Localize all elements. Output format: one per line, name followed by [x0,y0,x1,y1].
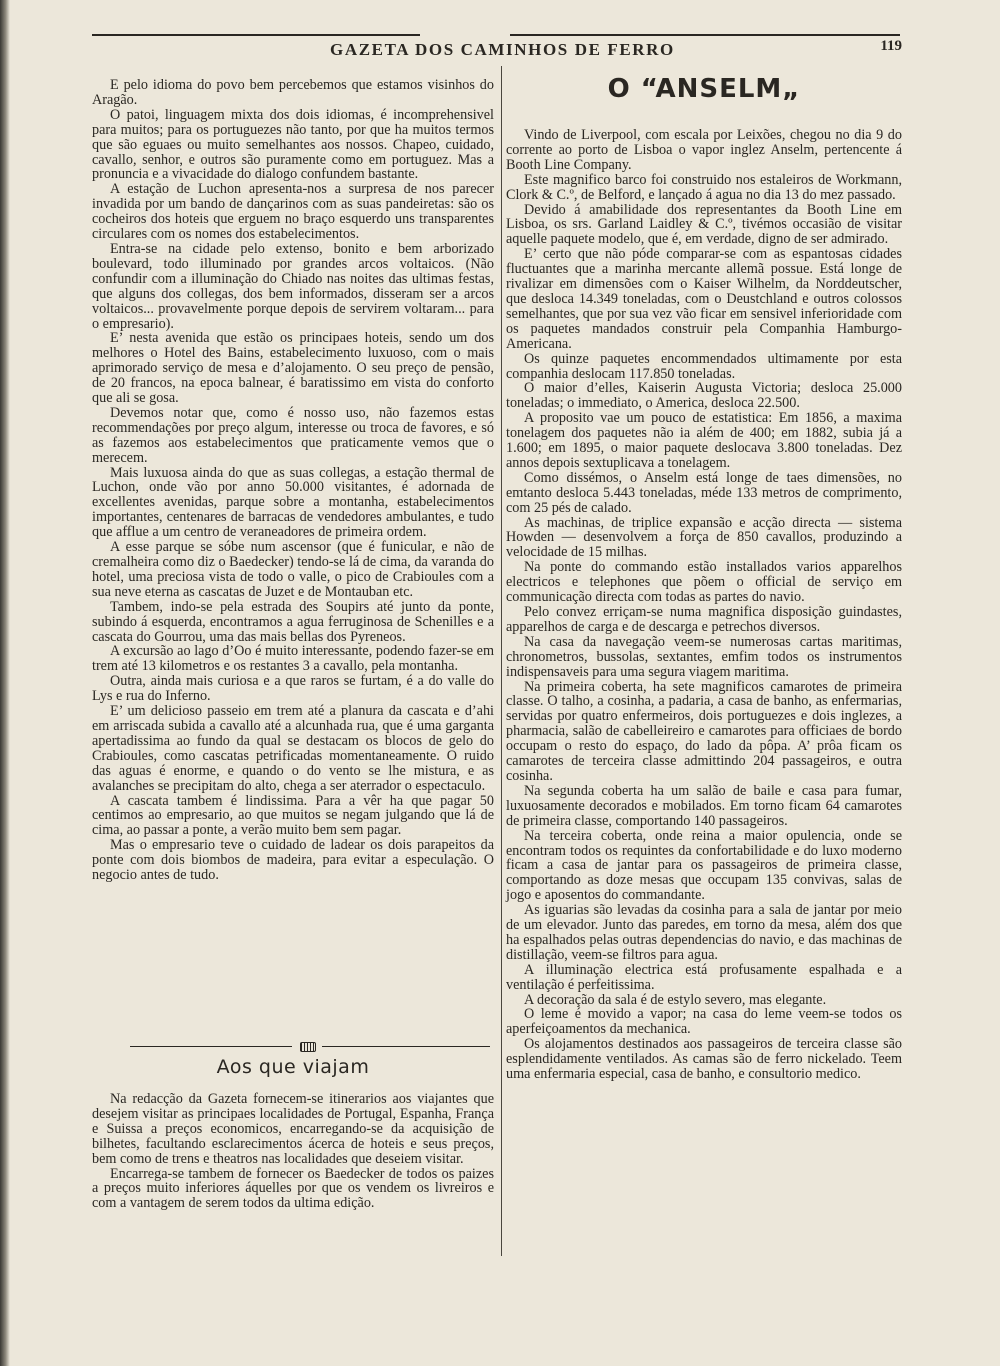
article-title: O “ANSELM„ [607,74,801,104]
section-paragraph: Na redacção da Gazeta fornecem-se itinerarios aos viajantes que desejem visitar as principaes localidades de Portugal, Espanha, França e Suissa a preços economicos, encarregando-se da acquisição de bilhetes, facultando esclarecimentos ácerca de hoteis e seus preços, bem como de trens e theatros nas localidades que deseiem visitar. [92,1091,494,1167]
left-paragraph: A excursão ao lago d’Oo é muito interessante, podendo fazer-se em trem até 13 kilometros e os restantes 3 a cavallo, pela montanha. [92,643,494,675]
section-heading: Aos que viajam [216,1056,370,1078]
left-column [92,78,494,883]
ornament-locomotive-icon [300,1042,316,1052]
left-paragraph: Entra-se na cidade pelo extenso, bonito e bem arborizado boulevard, todo illuminado por grandes arcos voltaicos. (Não confundir com a illuminação do Chiado nas noites das ultimas festas, que alguns dos collegas, dos bem informados, disseram ser a arcos voltaicos... provavelmente porque depois de servirem voltaram... para o empresario). [92,240,494,332]
left-paragraph: O patoi, linguagem mixta dos dois idiomas, é incomprehensivel para muitos; para os portuguezes não tanto, por que ha muitos termos que são eguaes ou muito semelhantes aos nossos. Chapeo, cuidado, cavallo, senhor, e outros são puramente como em portuguez. Mas a pronuncia e a vivacidade do dialogo confundem bastante. [92,106,494,183]
article-paragraph: A decoração da sala é de estylo severo, mas elegante. [524,991,827,1008]
article-paragraph: Este magnifico barco foi construido nos estaleiros de Workmann, Clork & C.º, de Belford, e lançado á agua no dia 13 do mez passado. [506,171,902,203]
article-paragraph: Os quinze paquetes encommendados ultimamente por esta companhia deslocam 117.850 toneladas. [506,350,902,382]
article-paragraph: Vindo de Liverpool, com escala por Leixões, chegou no dia 9 do corrente ao porto de Lisboa o vapor inglez Anselm, pertencente á Booth Line Company. [506,127,902,173]
article-paragraph: Na primeira coberta, ha sete magnificos camarotes de primeira classe. O talho, a cosinha, a padaria, a casa de banho, as enfermarias, servidas por quatro enfermeiros, dois portuguezes e dois inglezes, a pharmacia, salão de cabelleireiro e camarotes para officiaes de bordo occupam o resto do espaço, do lado da pôpa. A’ prôa ficam os camarotes de terceira classe admittindo 204 passageiros, e outra cosinha. [506,678,902,784]
article-paragraph: As iguarias são levadas da cosinha para a sala de jantar por meio de um elevador. Junto das paredes, em torno da mesa, além dos que ha espalhados pelas outras dependencias do navio, e das machinas de distillação, veem-se filtros para agua. [506,902,902,963]
article-paragraph: Como dissémos, o Anselm está longe de taes dimensões, no emtanto desloca 5.443 toneladas, méde 133 metros de comprimento, com 25 pés de calado. [506,469,902,516]
article-paragraph: O leme é movido a vapor; na casa do leme veem-se todos os aperfeiçoamentos da mechanica. [506,1006,902,1038]
section-body [92,1092,494,1211]
ornament-center [292,1040,322,1052]
journal-title: GAZETA DOS CAMINHOS DE FERRO [330,40,675,59]
article-paragraph: Na segunda coberta ha um salão de baile e casa para fumar, luxuosamente decorados e mobilados. Em torno ficam 64 camarotes de primeira classe, comportando 140 passageiros. [506,782,902,829]
page-number: 119 [880,38,902,54]
left-paragraph: A cascata tambem é lindissima. Para a vêr ha que pagar 50 centimos ao empresario, ao que muitos se negam julgando que lá de cima, ao passar a ponte, a verão muito bem sem pagar. [92,792,494,839]
article-paragraph: Na terceira coberta, onde reina a maior opulencia, onde se encontram todos os requintes da confortabilidade e do luxo moderno ficam a casa de jantar para os passageiros de primeira classe, comportando as doze mesas que occupam 135 convivas, salas de jogo e aposentos do commandante. [506,827,902,904]
left-paragraph: E’ um delicioso passeio em trem até a planura da cascata e d’ahi em arriscada subida a cavallo até a alcunhada rua, que é uma garganta apertadissima ao fundo da qual se destacam os blocos de gelo do Crabioules, como cascatas petrificadas momentaneamente. O ruido das aguas é enorme, e quando o do vento se lhe mistura, e as avalanches se precipitam do alto, chega a ser aterrador o espectaculo. [92,703,494,794]
header-rule-right [510,34,900,36]
header-rule-left [92,34,420,36]
article-paragraph: Pelo convez erriçam-se numa magnifica disposição guindastes, apparelhos de carga e de descarga e petrechos diversos. [506,604,902,635]
article-paragraph: A illuminação electrica está profusamente espalhada e a ventilação é perfeitissima. [506,961,902,993]
right-column [506,128,902,1082]
left-paragraph: A estação de Luchon apresenta-nos a surpresa de nos parecer invadida por um bando de dançarinos com as suas pandeiretas: são os cocheiros dos hoteis que erguem no braço esquerdo uns transparentes circulares com os nomes dos estabelecimentos. [92,181,494,243]
page-header [92,36,902,66]
article-paragraph: Na ponte do commando estão installados varios apparelhos electricos e telephones que põem o official de serviço em communicação directa com todas as partes do navio. [506,559,902,606]
left-paragraph: E pelo idioma do povo bem percebemos que estamos visinhos do Aragão. [92,77,494,108]
section-ornament [130,1038,490,1054]
left-paragraph: Mais luxuosa ainda do que as suas collegas, a estação thermal de Luchon, onde vão por anno 50.000 visitantes, é adornada de excellentes avenidas, parque sobre a montanha, estabelecimentos importantes, centenares de barracas de vendedores ambulantes, e tudo que afflue a um centro de veraneadores de primeira ordem. [92,464,494,541]
left-paragraph: A esse parque se sóbe num ascensor (que é funicular, e não de cremalheira como diz o Baedecker) tendo-se lá de cima, da varanda do hotel, uma preciosa vista de todo o valle, o pico de Crabioules com a sua neve eterna as cascatas de Juzet e de Montauban etc. [92,539,494,600]
section-paragraph: Encarrega-se tambem de fornecer os Baedecker de todos os paizes a preços muito inferiores áquelles por que os vendem os livreiros e com a vantagem de serem todos da ultima edição. [92,1165,494,1212]
left-paragraph: Outra, ainda mais curiosa e a que raros se furtam, é a do valle do Lys e rua do Inferno. [92,673,494,705]
left-paragraph: Tambem, indo-se pela estrada des Soupirs até junto da ponte, subindo á esquerda, encontramos a agua ferruginosa de Schenilles e a cascata do Gourrou, uma das mais bellas dos Pyreneos. [92,598,494,645]
left-paragraph: Devemos notar que, como é nosso uso, não fazemos estas recommendações por preço algum, interesse ou troca de favores, e só as fazemos aos estabelecimentos que praticamente vemos que o merecem. [92,404,494,466]
article-paragraph: A proposito vae um pouco de estatistica: Em 1856, a maxima tonelagem dos paquetes não ia além de 400; em 1882, subia já a 1.600; em 1895, o maior paquete deslocava 3.800 toneladas. Dez annos depois sextuplicava a tonelagem. [506,410,902,471]
article-paragraph: Devido á amabilidade dos representantes da Booth Line em Lisboa, os srs. Garland Laidley & C.º, tivémos occasião de visitar aquelle paquete modelo, que é, em verdade, digno de ser admirado. [506,201,902,248]
article-paragraph: Na casa da navegação veem-se numerosas cartas maritimas, chronometros, bussolas, sextantes, emfim todos os instrumentos indispensaveis para uma segura viagem maritima. [506,633,902,680]
article-paragraph: O maior d’elles, Kaiserin Augusta Victoria; desloca 25.000 toneladas; o immediato, o America, desloca 22.500. [506,380,902,412]
page-edge-shadow [0,0,10,1366]
article-paragraph: As machinas, de triplice expansão e acção directa — sistema Howden — desenvolvem a força de 850 cavallos, produzindo a velocidade de 15 milhas. [506,514,902,561]
article-paragraph: Os alojamentos destinados aos passageiros de terceira classe são esplendidamente ventilados. As camas são de ferro nickelado. Teem uma enfermaria especial, casa de banho, e consultorio medico. [506,1036,902,1083]
column-divider [501,66,502,1256]
left-paragraph: Mas o empresario teve o cuidado de ladear os dois parapeitos da ponte com dois biombos de madeira, para evitar a especulação. O negocio antes de tudo. [92,837,494,884]
left-paragraph: E’ nesta avenida que estão os principaes hoteis, sendo um dos melhores o Hotel des Bains, estabelecimento luxuoso, com o mais aprimorado serviço de mesa e d’alojamento. O seu preço de pensão, de 20 francos, na epoca balnear, é baratissimo em vista do conforto que ali se gosa. [92,330,494,407]
article-paragraph: E’ certo que não póde comparar-se com as espantosas cidades fluctuantes que a marinha mercante allemã possue. Está longe de rivalizar em dimensões com o Kaiser Wilhelm, da Norddeutscher, que desloca 14.349 toneladas, com o Deustchland e outros colossos semelhantes, que por sua vez vão ficar em sensivel inferioridade com os paquetes mandados construir pela Companhia Hamburgo-Americana. [506,246,902,352]
